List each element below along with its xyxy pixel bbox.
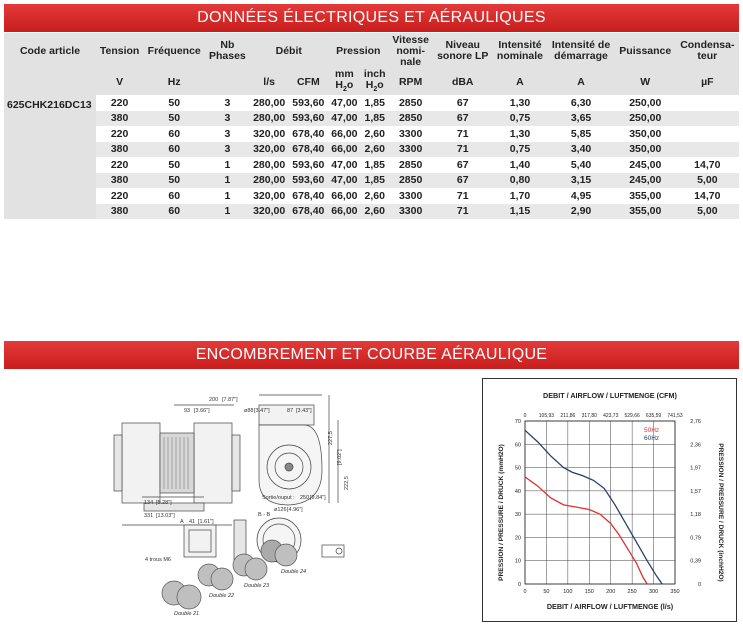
- header-frequence: Fréquence: [143, 33, 205, 69]
- table-cell: 593,60: [289, 95, 328, 111]
- table-row: [4, 126, 739, 142]
- table-cell: 593,60: [289, 173, 328, 189]
- x-axis-label: DEBIT / AIRFLOW / LUFTMENGE (l/s): [546, 602, 674, 611]
- cfm-tick-label: 423,73: [603, 413, 619, 419]
- table-cell: 66,00: [328, 188, 361, 204]
- y-tick-label: 70: [514, 419, 521, 425]
- x-tick-label: 200: [606, 589, 616, 595]
- table-cell: 3: [205, 142, 249, 158]
- table-cell: 60: [143, 188, 205, 204]
- holes-label: 4 trous M6: [145, 557, 171, 563]
- table-cell: 50: [143, 157, 205, 173]
- y-axis-label-left: PRESSION / PRESSURE / DRUCK (mmH2O): [498, 444, 505, 581]
- table-cell: 678,40: [289, 188, 328, 204]
- table-cell: 3300: [389, 142, 433, 158]
- section-title-electrical: DONNÉES ÉLECTRIQUES ET AÉRAULIQUES: [4, 4, 739, 32]
- table-cell: 1,15: [493, 204, 547, 220]
- x-tick-label: 300: [648, 589, 659, 595]
- table-cell: 380: [96, 111, 143, 127]
- inch-tick-label: 2,36: [690, 442, 701, 449]
- table-cell: 1,85: [361, 157, 389, 173]
- unit-tension: V: [96, 69, 143, 95]
- table-cell: 3,65: [547, 111, 615, 127]
- table-cell: 3300: [389, 204, 433, 220]
- table-cell: 5,85: [547, 126, 615, 142]
- table-cell: 280,00: [250, 111, 289, 127]
- electrical-data-table: [4, 33, 739, 219]
- table-cell: 1: [205, 173, 249, 189]
- section-bb-label: B - B: [258, 512, 271, 518]
- header-tension: Tension: [96, 33, 143, 69]
- unit-intensite-nom: A: [493, 69, 547, 95]
- table-cell: 50: [143, 111, 205, 127]
- table-cell: 47,00: [328, 111, 361, 127]
- inch-tick-label: 0: [697, 582, 701, 588]
- table-cell: 71: [433, 142, 493, 158]
- table-row: [4, 157, 739, 173]
- unit-puissance: W: [615, 69, 676, 95]
- y-tick-label: 10: [514, 558, 521, 565]
- table-cell: 71: [433, 188, 493, 204]
- dim-134: 134: [144, 500, 154, 506]
- table-cell: 350,00: [615, 126, 676, 142]
- header-code: Code article: [4, 33, 96, 69]
- table-cell: 47,00: [328, 95, 361, 111]
- inch-tick-label: 2,76: [690, 419, 701, 425]
- double-21-label: Double 21: [174, 611, 200, 617]
- table-cell: 678,40: [289, 142, 328, 158]
- table-cell: 5,00: [676, 173, 739, 189]
- table-cell: 66,00: [328, 204, 361, 220]
- table-cell: 280,00: [250, 95, 289, 111]
- detail-a-label: A: [180, 519, 184, 525]
- header-intensite-demarrage: Intensité de démarrage: [547, 33, 615, 69]
- unit-frequence: Hz: [143, 69, 205, 95]
- header-condensateur: Condensa- teur: [676, 33, 739, 69]
- airflow-chart-svg: [483, 379, 738, 623]
- table-cell: 2850: [389, 157, 433, 173]
- dim-222-5: 222,5: [344, 476, 350, 490]
- table-cell: 50: [143, 95, 205, 111]
- table-cell: 14,70: [676, 188, 739, 204]
- table-cell: 320,00: [250, 204, 289, 220]
- sortie-250-in: [9.84"]: [310, 495, 326, 501]
- table-cell: [676, 111, 739, 127]
- dim-93: 93: [184, 408, 191, 414]
- table-cell: 67: [433, 111, 493, 127]
- table-cell: 1,70: [493, 188, 547, 204]
- table-cell: 678,40: [289, 126, 328, 142]
- dim-phi126-in: [4.96"]: [287, 507, 303, 513]
- x-tick-label: 0: [523, 589, 527, 595]
- unit-debit-ls: l/s: [250, 69, 289, 95]
- cfm-tick-label: 741,53: [667, 413, 683, 419]
- double-24-label: Double 24: [281, 569, 307, 575]
- dim-93-in: [3.66"]: [194, 408, 210, 414]
- motor-body: [160, 433, 194, 493]
- table-cell: 67: [433, 157, 493, 173]
- dim-331: 331: [144, 513, 154, 519]
- right-housing: [194, 423, 232, 503]
- cfm-tick-label: 529,66: [624, 413, 640, 419]
- cfm-tick-label: 635,59: [645, 413, 662, 419]
- table-cell: 280,00: [250, 173, 289, 189]
- table-cell: 3: [205, 126, 249, 142]
- table-cell: 4,95: [547, 188, 615, 204]
- sortie-250: 250: [300, 495, 310, 501]
- table-cell: 350,00: [615, 142, 676, 158]
- table-cell: 593,60: [289, 157, 328, 173]
- table-cell: 2850: [389, 173, 433, 189]
- y-tick-label: 30: [514, 512, 521, 519]
- table-cell: 380: [96, 204, 143, 220]
- table-cell: [676, 142, 739, 158]
- table-cell: 1,85: [361, 173, 389, 189]
- dim-41: 41: [189, 519, 196, 525]
- double-22-label: Double 22: [209, 593, 235, 599]
- table-cell: 2,60: [361, 126, 389, 142]
- cfm-tick-label: 317,80: [581, 413, 597, 419]
- table-row: [4, 188, 739, 204]
- unit-phases-empty: [205, 69, 249, 95]
- table-cell: 66,00: [328, 126, 361, 142]
- plot-frame: [525, 421, 675, 584]
- technical-drawing: [4, 375, 474, 625]
- dim-phi88: ø88: [244, 408, 254, 414]
- header-pression: Pression: [328, 33, 389, 69]
- dim-227-5-in: [9.02"]: [337, 449, 343, 465]
- table-cell: 1,30: [493, 95, 547, 111]
- table-cell: 1: [205, 157, 249, 173]
- table-cell: 60: [143, 204, 205, 220]
- y-tick-label: 60: [514, 442, 521, 449]
- table-row: [4, 173, 739, 189]
- y-tick-label: 40: [514, 488, 521, 495]
- table-cell: 355,00: [615, 188, 676, 204]
- table-cell: 3,40: [547, 142, 615, 158]
- code-article: 625CHK216DC13: [4, 95, 96, 219]
- table-cell: 5,40: [547, 157, 615, 173]
- table-cell: 678,40: [289, 204, 328, 220]
- table-cell: 3: [205, 111, 249, 127]
- table-cell: 1: [205, 204, 249, 220]
- y-tick-label: 50: [514, 465, 521, 472]
- table-cell: 2850: [389, 111, 433, 127]
- header-phases: Nb Phases: [205, 33, 249, 69]
- table-cell: 60: [143, 142, 205, 158]
- table-cell: 593,60: [289, 111, 328, 127]
- table-row: [4, 111, 739, 127]
- unit-debit-cfm: CFM: [289, 69, 328, 95]
- table-cell: 220: [96, 188, 143, 204]
- table-cell: 2,60: [361, 142, 389, 158]
- table-cell: 380: [96, 142, 143, 158]
- x-tick-label: 100: [563, 589, 573, 595]
- header-puissance: Puissance: [615, 33, 676, 69]
- section-title-dimensions: ENCOMBREMENT ET COURBE AÉRAULIQUE: [4, 341, 739, 369]
- table-cell: 3300: [389, 126, 433, 142]
- legend-entry-60Hz: 60Hz: [644, 435, 660, 442]
- dim-227-5: 227,5: [328, 431, 334, 445]
- cfm-tick-label: 105,93: [538, 413, 555, 419]
- table-cell: 250,00: [615, 111, 676, 127]
- table-cell: 220: [96, 126, 143, 142]
- unit-pression-mm: mm $H_2o$: [328, 69, 361, 95]
- series-line-50Hz: [525, 477, 647, 584]
- header-niveau: Niveau sonore LP: [433, 33, 493, 69]
- table-cell: 47,00: [328, 173, 361, 189]
- table-cell: 320,00: [250, 188, 289, 204]
- header-debit: Débit: [250, 33, 328, 69]
- x-tick-label: 350: [670, 589, 680, 595]
- table-cell: 220: [96, 95, 143, 111]
- legend-entry-50Hz: 50Hz: [644, 427, 660, 434]
- unit-intensite-dem: A: [547, 69, 615, 95]
- table-cell: 1,85: [361, 95, 389, 111]
- airflow-chart: [482, 378, 737, 622]
- table-cell: 67: [433, 95, 493, 111]
- table-cell: 320,00: [250, 126, 289, 142]
- chart-title: DEBIT / AIRFLOW / LUFTMENGE (CFM): [543, 391, 677, 400]
- dim-331-in: [13.03"]: [156, 513, 175, 519]
- table-cell: [676, 95, 739, 111]
- dim-phi88-in: [3.47"]: [254, 408, 270, 414]
- table-cell: 250,00: [615, 95, 676, 111]
- double-23-label: Double 23: [244, 583, 270, 589]
- table-cell: 71: [433, 204, 493, 220]
- table-cell: 2,60: [361, 204, 389, 220]
- table-cell: 0,75: [493, 111, 547, 127]
- x-tick-label: 150: [584, 589, 594, 595]
- dim-41-in: [1.61"]: [198, 519, 214, 525]
- cfm-tick-label: 0: [523, 413, 527, 419]
- table-cell: 245,00: [615, 157, 676, 173]
- table-cell: 66,00: [328, 142, 361, 158]
- header-vitesse: Vitesse nomi- nale: [389, 33, 433, 69]
- inch-tick-label: 0,79: [690, 535, 701, 542]
- table-row: [4, 204, 739, 220]
- dim-200-in: [7.87"]: [222, 397, 238, 403]
- dim-134-in: [5.28"]: [156, 500, 172, 506]
- table-cell: 1: [205, 188, 249, 204]
- table-cell: 0,80: [493, 173, 547, 189]
- table-row: [4, 142, 739, 158]
- table-cell: 220: [96, 157, 143, 173]
- table-cell: [676, 126, 739, 142]
- inch-tick-label: 1,18: [690, 512, 701, 519]
- table-cell: 14,70: [676, 157, 739, 173]
- dim-87: 87: [287, 408, 294, 414]
- table-cell: 3: [205, 95, 249, 111]
- table-cell: 320,00: [250, 142, 289, 158]
- table-cell: 2,60: [361, 188, 389, 204]
- table-cell: 2850: [389, 95, 433, 111]
- cfm-tick-label: 211,86: [560, 413, 576, 419]
- table-cell: 1,85: [361, 111, 389, 127]
- unit-niveau: dBA: [433, 69, 493, 95]
- unit-vitesse: RPM: [389, 69, 433, 95]
- table-cell: 50: [143, 173, 205, 189]
- unit-code-empty: [4, 69, 96, 95]
- x-tick-label: 250: [627, 589, 637, 595]
- table-cell: 245,00: [615, 173, 676, 189]
- table-cell: 3,15: [547, 173, 615, 189]
- table-row: [4, 95, 739, 111]
- table-cell: 380: [96, 173, 143, 189]
- table-cell: 280,00: [250, 157, 289, 173]
- inch-tick-label: 1,97: [690, 465, 701, 472]
- y-axis-label-right: PRESSION / PRESSURE / DRUCK (inchH2O): [717, 443, 724, 582]
- table-cell: 1,40: [493, 157, 547, 173]
- table-cell: 355,00: [615, 204, 676, 220]
- table-cell: 71: [433, 126, 493, 142]
- table-cell: 47,00: [328, 157, 361, 173]
- sortie-label: Sortie/ouput :: [262, 495, 295, 501]
- dim-200: 200: [209, 397, 219, 403]
- header-intensite-nominale: Intensité nominale: [493, 33, 547, 69]
- table-cell: 67: [433, 173, 493, 189]
- table-cell: 5,00: [676, 204, 739, 220]
- table-cell: 0,75: [493, 142, 547, 158]
- left-housing: [122, 423, 160, 503]
- unit-pression-inch: inch $H_2o$: [361, 69, 389, 95]
- dim-phi126: ø126: [274, 507, 287, 513]
- x-tick-label: 50: [543, 589, 550, 595]
- table-cell: 2,90: [547, 204, 615, 220]
- table-cell: 1,30: [493, 126, 547, 142]
- y-tick-label: 20: [514, 535, 521, 542]
- inch-tick-label: 0,39: [690, 558, 701, 565]
- table-cell: 6,30: [547, 95, 615, 111]
- dim-87-in: [3.43"]: [296, 408, 312, 414]
- y-tick-label: 0: [517, 582, 521, 588]
- unit-condensateur: µF: [676, 69, 739, 95]
- inch-tick-label: 1,57: [690, 488, 701, 495]
- table-cell: 60: [143, 126, 205, 142]
- table-cell: 3300: [389, 188, 433, 204]
